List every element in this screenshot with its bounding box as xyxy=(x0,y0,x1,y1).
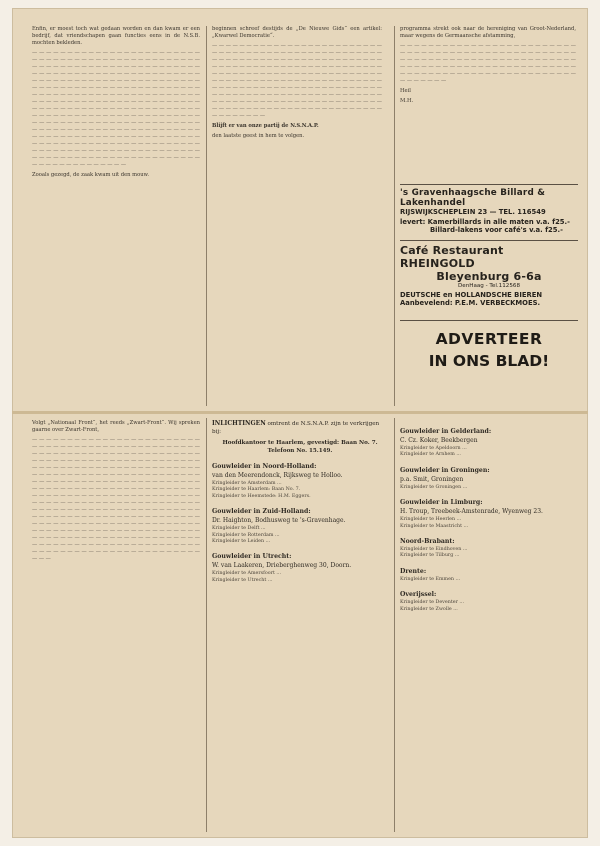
directory-contact: W. van Laakeren, Drieberghenweg 30, Doorn. xyxy=(212,562,352,570)
article-opening: beginnen schreef destijds de „De Nieuwe Gids“ een artikel: „Kwarwel Democratie“. xyxy=(212,26,382,39)
article-lower-left xyxy=(32,420,200,834)
article-mid-phrase: Blijft er van onze partij de N.S.N.A.P. xyxy=(212,123,319,129)
ad-billiard xyxy=(400,188,578,234)
directory-line: Kringleider te Delft ... xyxy=(212,526,266,532)
inlichtingen-hq: Hoofdkantoor te Haarlem, gevestigd: Baan No. 7. Telefoon No. 15.149. xyxy=(222,440,378,454)
article-upper-right xyxy=(400,26,576,186)
advert-line1: ADVERTEER xyxy=(435,330,543,348)
advert-line2: IN ONS BLAD! xyxy=(428,352,550,370)
directory-block xyxy=(400,467,578,491)
directory-block xyxy=(400,428,578,459)
directory-line: Kringleider te Haarlem: Baan No. 7. xyxy=(212,487,301,493)
directory-line: Kringleider te Heemstede: H.M. Eggers. xyxy=(212,493,311,499)
directory-heading: Gouwleider in Gelderland: xyxy=(400,428,492,435)
article-opening: Enfin, er moest toch wat gedaan worden en dan kwam er een bedrijf, dat vriendschapen gaan functies eens in de N.S.B. mochten bekleden. xyxy=(32,26,200,46)
directory-line: Kringleider te Tilburg ... xyxy=(400,553,460,559)
directory-heading: Gouwleider in Utrecht: xyxy=(212,553,292,561)
directory-line: Kringleider te Apeldoorn ... xyxy=(400,446,467,451)
directory-block xyxy=(400,568,578,583)
page-fold xyxy=(12,411,588,414)
article-body: — — — — — — — — — — — — — — — — — — — — — — — — — — — — — — — — — — — — — — — — — — — — — — — — — — — — — — — — — — — — — — — — — — — — — — — — — — — — — — — — — — — — — — — — — — — — — — — — — — — — — — — — — — — — — — — — — — — — — — — — — — — — — — — — — — — — xyxy=(400,43,576,84)
directory-block xyxy=(400,499,578,530)
ad-cafe-city: DenHaag - Tel.112568 xyxy=(457,283,521,289)
directory-contact: H. Troup, Treebeek-Amstenrade, Wyenweg 23. xyxy=(400,508,543,516)
signature: M.H. xyxy=(400,98,414,104)
column-rule xyxy=(206,26,207,406)
article-opening: programma strekt ook naar de hereniging van Groot-Nederland, maar wegens de Germaansche afstamming, xyxy=(400,26,576,39)
ad-cafe-beer: DEUTSCHE en HOLLANDSCHE BIEREN xyxy=(400,291,543,299)
directory-heading: Overijssel: xyxy=(400,591,437,599)
directory-line: Kringleider te Amsterdam ... xyxy=(212,481,282,486)
directory-line: Kringleider te Eindhoven ... xyxy=(400,547,468,553)
directory-line: Kringleider te Leiden ... xyxy=(212,539,271,545)
directory-contact: van den Meerendonck, Rijksweg te Holloo. xyxy=(212,472,343,479)
directory-block xyxy=(400,591,578,613)
article-closing: Heil xyxy=(400,88,411,94)
directory-heading: Gouwleider in Noord-Holland: xyxy=(212,463,317,470)
directory-line: Kringleider te Groningen ... xyxy=(400,484,468,490)
directory-line: Kringleider te Rotterdam ... xyxy=(212,532,280,538)
article-closing: den laatste geest in hem te volgen. xyxy=(212,133,305,139)
directory-block xyxy=(212,508,388,545)
inlichtingen-intro: omtrent de N.S.N.A.P. zijn te verkrijgen bij: xyxy=(212,421,380,435)
directory-block xyxy=(212,463,388,500)
article-body: — — — — — — — — — — — — — — — — — — — — — — — — — — — — — — — — — — — — — — — — — — — — — — — — — — — — — — — — — — — — — — — — — — — — — — — — — — — — — — — — — — — — — — — — — — — — — — — — — — — — — — — — — — — — — — — — — — — — — — — — — — — — — — — — — — — — — — — — — — — — — — — — — — — — — — — — — — — — — — — — — — — — — — — — — — — — — — — — — — — — — — — — — — — — — — — — — — — — — — — — — — — — — — — — — — — — — — — — — — — — — — — — — — — — — — — — — — — — — — — — — — — — — — — — — — — — — — — — — — xyxy=(212,43,382,119)
article-opening: Volgt „Nationaal Front“, het reeds „Zwart-Front“. Wij spreken gaarne over Zwart-Front, xyxy=(32,420,200,433)
directory-line: Kringleider te Utrecht ... xyxy=(212,577,273,583)
ad-divider xyxy=(400,184,578,185)
article-upper-left xyxy=(32,26,200,406)
ad-billiard-name: 's Gravenhaagsche Billard & Lakenhandel xyxy=(400,188,546,208)
ad-cafe-owner: Aanbevelend: P.E.M. VERBECKMOES. xyxy=(400,299,541,307)
article-upper-middle xyxy=(212,26,382,306)
ad-cafe-address: Bleyenburg 6-6a xyxy=(436,270,542,283)
article-body: — — — — — — — — — — — — — — — — — — — — — — — — — — — — — — — — — — — — — — — — — — — — — — — — — — — — — — — — — — — — — — — — — — — — — — — — — — — — — — — — — — — — — — — — — — — — — — — — — — — — — — — — — — — — — — — — — — — — — — — — — — — — — — — — — — — — — — — — — — — — — — — — — — — — — — — — — — — — — — — — — — — — — — — — — — — — — — — — — — — — — — — — — — — — — — — — — — — — — — — — — — — — — — — — — — — — — — — — — — — — — — — — — — — — — — — — — — — — — — — — — — — — — — — — — — — — — — — — — — — — — — — — — — — — — — — — — — — — — — — — — — — — — — — — — — — — — — — — — — — — — — — — — — — — — — — — — — — — — — — — — — — — — — — — — — — — — — — — — — — — — — — — — — — — — — — — — — — — — — — — — — — — — — — — — — — — — — — — — — — — — — — — — — — — — — — — — — — — — — xyxy=(32,50,200,168)
article-body: — — — — — — — — — — — — — — — — — — — — — — — — — — — — — — — — — — — — — — — — — — — — — — — — — — — — — — — — — — — — — — — — — — — — — — — — — — — — — — — — — — — — — — — — — — — — — — — — — — — — — — — — — — — — — — — — — — — — — — — — — — — — — — — — — — — — — — — — — — — — — — — — — — — — — — — — — — — — — — — — — — — — — — — — — — — — — — — — — — — — — — — — — — — — — — — — — — — — — — — — — — — — — — — — — — — — — — — — — — — — — — — — — — — — — — — — — — — — — — — — — — — — — — — — — — — — — — — — — — — — — — — — — — — — — — — — — — — — — — — — — — — — — — — — — — — — — — — — — — — — — — — — — — — — — — — — — — — — — — — — — — — — — — — — — — — — — — — — — — — — — — — — — — — — — — — — — — — — — — — — — — — — — — — — — — — — — — — — — — — — — — — — — — — — — — — — — — — — — — — — — — — — — — — — — — — xyxy=(32,437,200,562)
ad-billiard-line2: Billard-lakens voor café's v.a. f25.- xyxy=(430,226,563,234)
ad-divider xyxy=(400,240,578,241)
directory-line: Kringleider te Zwolle ... xyxy=(400,606,458,612)
ad-billiard-line1: levert: Kamerbillards in alle maten v.a. f25.- xyxy=(400,218,570,226)
inlichtingen-section xyxy=(212,420,388,584)
directory-contact: C. Cz. Koker, Beekbergen xyxy=(400,437,478,444)
directory-contact: Dr. Haighton, Bodhusweg te 's-Gravenhage. xyxy=(212,517,346,525)
ad-cafe-name: Café Restaurant RHEINGOLD xyxy=(400,244,504,270)
region-directory-middle xyxy=(212,463,388,584)
directory-line: Kringleider te Deventer ... xyxy=(400,600,464,606)
directory-block xyxy=(400,538,578,560)
newspaper-page xyxy=(12,8,588,838)
region-directory-right xyxy=(400,420,578,613)
directory-line: Kringleider te Maastricht ... xyxy=(400,523,469,529)
column-rule xyxy=(394,26,395,406)
directory-heading: Drente: xyxy=(400,567,427,575)
ad-billiard-address: RIJSWIJKSCHEPLEIN 23 — TEL. 116549 xyxy=(400,208,546,216)
directory-heading: Gouwleider in Limburg: xyxy=(400,499,483,507)
article-closing: Zooals gezegd, de zaak kwam uit den mouw. xyxy=(32,172,150,178)
inlichtingen-title: INLICHTINGEN xyxy=(212,420,266,427)
directory-line: Kringleider te Amersfoort ... xyxy=(212,571,281,577)
directory-line: Kringleider te Arnhem ... xyxy=(400,452,461,458)
advert-block xyxy=(400,330,578,370)
column-rule xyxy=(394,418,395,832)
column-rule xyxy=(206,418,207,832)
directory-contact: p.a. Smit, Groningen xyxy=(400,475,464,483)
ad-cafe xyxy=(400,244,578,307)
directory-line: Kringleider te Emmen ... xyxy=(400,576,461,582)
directory-heading: Gouwleider in Zuid-Holland: xyxy=(212,508,311,516)
directory-heading: Noord-Brabant: xyxy=(400,538,455,546)
directory-heading: Gouwleider in Groningen: xyxy=(400,466,490,474)
directory-block xyxy=(212,553,388,584)
directory-line: Kringleider te Heerlen ... xyxy=(400,517,462,523)
ad-divider xyxy=(400,320,578,321)
